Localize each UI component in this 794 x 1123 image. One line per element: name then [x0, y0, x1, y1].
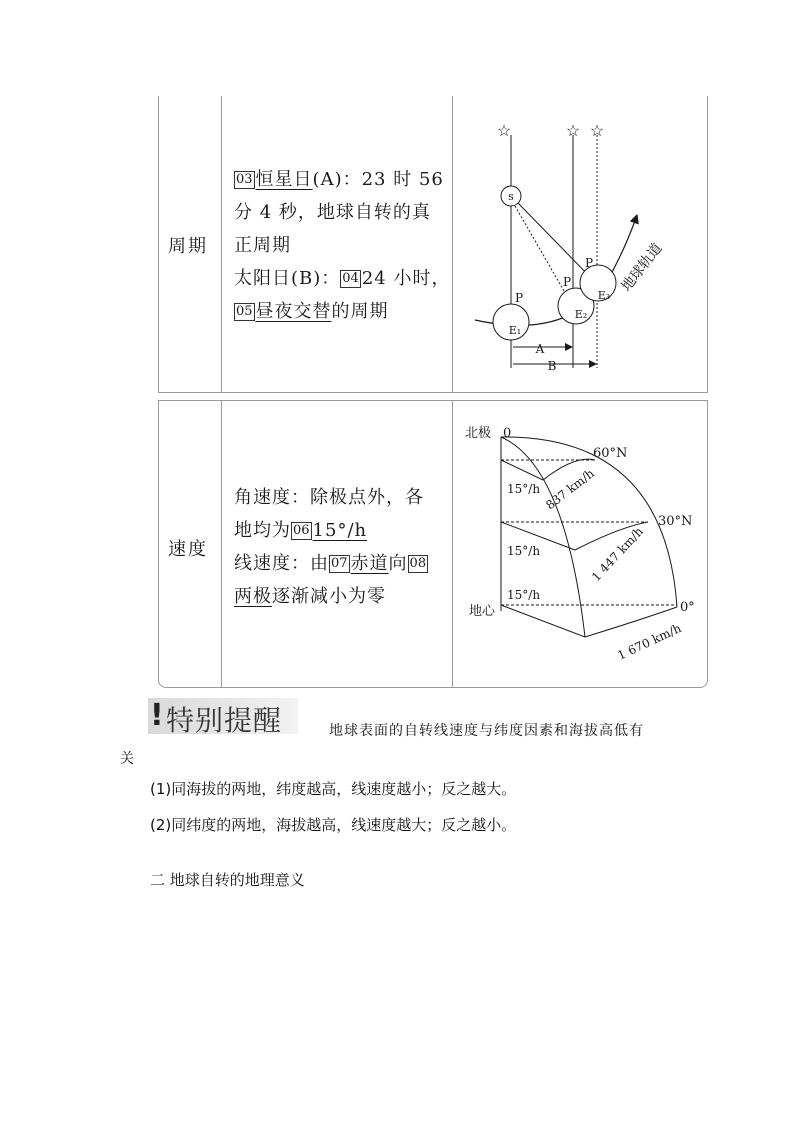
blank-number: 07 — [331, 556, 348, 571]
speed-description — [234, 481, 429, 613]
angular-speed-60: 15°/h — [507, 482, 541, 496]
section-heading: 二 地球自转的地理意义 — [150, 871, 305, 889]
speed-30-label: 1 447 km/h — [588, 524, 646, 585]
label-p: P — [514, 291, 524, 305]
period-description — [234, 163, 450, 328]
speed-line-4-rest: 逐渐减小为零 — [272, 586, 386, 607]
period-line-3: 正周期 — [234, 235, 291, 256]
period-line-5-rest: 的周期 — [331, 301, 389, 322]
center-label: 地心 — [469, 604, 496, 619]
label-e3: E₃ — [597, 289, 611, 302]
period-line-4-rest: 24 小时， — [361, 268, 451, 289]
speed-line-2-text: 地均为 — [234, 520, 291, 541]
reminder-item-2: (2)同纬度的两地，海拔越高，线速度越大；反之越小。 — [150, 816, 517, 834]
speed-line-3-text: 线速度：由 — [234, 553, 329, 574]
speed-line-3 — [234, 547, 429, 580]
table-divider — [452, 96, 453, 393]
lat0-label: 0° — [680, 600, 695, 615]
speed-0-label: 1 670 km/h — [615, 621, 684, 663]
answer-day-night: 昼夜交替 — [255, 301, 332, 322]
lat30-label: 30°N — [658, 514, 693, 529]
blank-number: 05 — [236, 304, 253, 319]
blank-number: 03 — [236, 172, 253, 187]
speed-60-label: 837 km/h — [543, 466, 597, 513]
answer-sidereal-day: 恒星日 — [255, 169, 313, 190]
zero-label: 0 — [503, 426, 512, 441]
lat60-label: 60°N — [593, 446, 628, 461]
label-a: A — [535, 342, 545, 356]
period-line-4-text: 太阳日(B)： — [234, 268, 341, 289]
speed-line-1: 角速度：除极点外，各 — [234, 487, 424, 508]
reminder-title: 特别提醒 — [166, 704, 283, 737]
answer-poles: 两极 — [234, 586, 272, 607]
blank-number: 06 — [293, 523, 310, 538]
meridian-near — [501, 437, 585, 637]
lat60-radius — [501, 460, 543, 480]
answer-angular-velocity: 15°/h — [312, 520, 368, 541]
speed-label: 速度 — [168, 539, 208, 560]
sun-to-e3-line — [518, 203, 593, 280]
speed-line-3-to: 向 — [388, 553, 408, 574]
speed-line-4 — [234, 580, 429, 613]
period-line-1 — [234, 163, 450, 196]
sidereal-solar-day-diagram — [455, 110, 705, 385]
reminder-item-1: (1)同海拔的两地，纬度越高，线速度越小；反之越大。 — [150, 780, 517, 798]
equator-radius — [501, 605, 585, 637]
sun-label: s — [508, 190, 514, 203]
star-icon: ☆ — [589, 121, 605, 140]
period-line-1-rest: (A)：23 时 56 — [312, 169, 444, 190]
label-e2: E₂ — [574, 308, 588, 321]
table-divider — [221, 400, 222, 687]
orbit-label: 地球轨道 — [618, 240, 666, 295]
rotation-speed-diagram — [455, 415, 705, 670]
label-p: P — [584, 256, 594, 270]
table-divider — [221, 96, 222, 393]
label-p: P — [562, 275, 572, 289]
table-divider — [452, 400, 453, 687]
reminder-intro: 地球表面的自转线速度与纬度因素和海拔高低有 — [329, 723, 644, 739]
label-e1: E₁ — [508, 324, 522, 337]
star-icon: ☆ — [565, 121, 581, 140]
blank-number: 08 — [409, 556, 427, 571]
label-b: B — [547, 359, 557, 373]
angular-speed-0: 15°/h — [507, 588, 541, 602]
period-line-4 — [234, 262, 450, 295]
speed-line-2 — [234, 514, 429, 547]
north-pole-label: 北极 — [465, 426, 492, 441]
blank-number: 04 — [342, 271, 359, 286]
angular-speed-30: 15°/h — [507, 544, 541, 558]
exclamation-icon: ! — [150, 698, 164, 733]
star-icon: ☆ — [496, 121, 512, 140]
reminder-intro-cont: 关 — [120, 751, 134, 767]
period-line-2: 分 4 秒，地球自转的真 — [234, 202, 431, 223]
period-label: 周期 — [168, 236, 208, 257]
period-line-5 — [234, 295, 450, 328]
answer-equator: 赤道 — [350, 553, 389, 574]
